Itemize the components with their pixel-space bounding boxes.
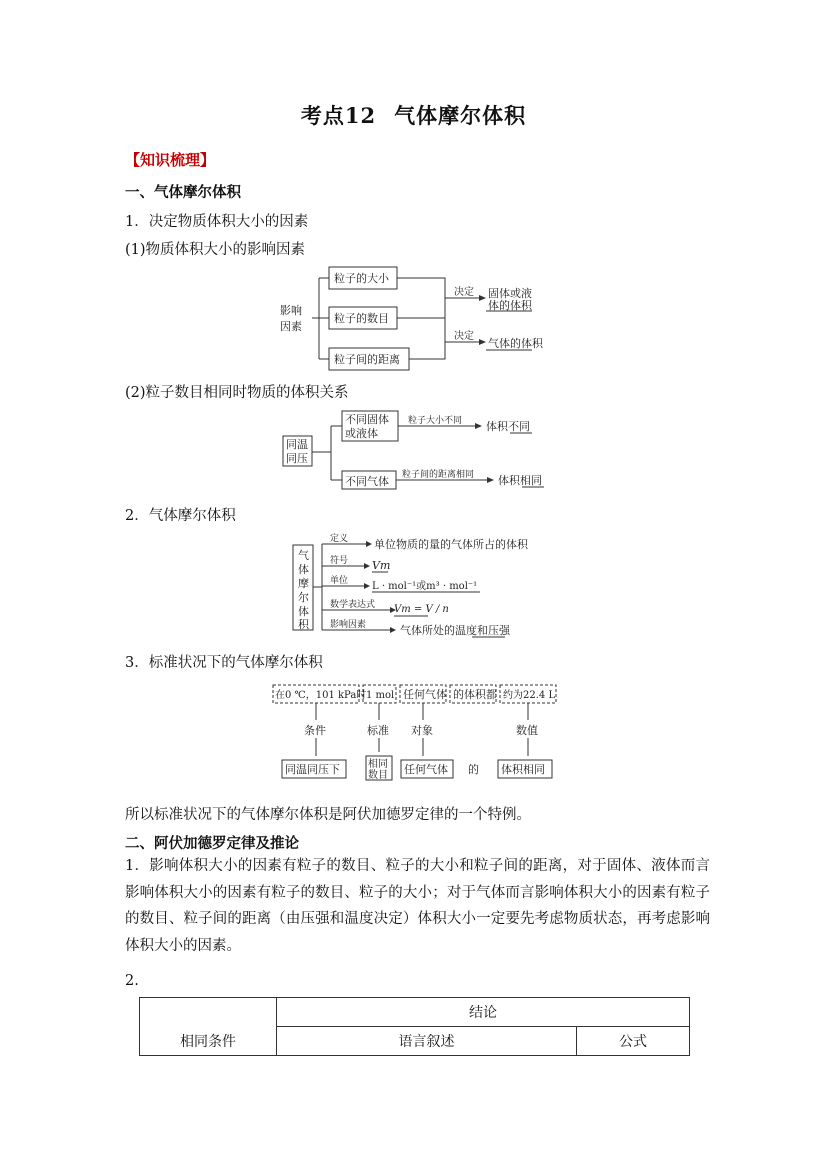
d2-box1a: 不同固体 [345,413,389,426]
part1-heading: 一、气体摩尔体积 [125,184,241,201]
title-kaodian: 考点12 [300,103,377,128]
part2-item2: 2. [125,973,139,989]
section-tag: 【知识梳理】 [125,151,216,169]
d3-v4: 体 [298,605,309,618]
d1-res2: 气体的体积 [488,337,543,350]
d4-bottom5: 体积相同 [501,763,545,776]
d1-box3-label: 粒子间的距离 [334,353,400,366]
part1-sub1: (1)物质体积大小的影响因素 [125,242,306,258]
d2-arrow2: 粒子间的距离相同 [402,470,475,480]
d3-label-sym: 符号 [330,556,349,566]
part1-sub2: (2)粒子数目相同时物质的体积关系 [125,385,349,401]
d1-decide2: 决定 [454,331,474,342]
col-same-condition: 相同条件 [140,998,277,1056]
arrow-head [475,423,482,429]
d4-top4: 约为22.4 L [503,690,556,701]
d3-label-factor: 影响因素 [330,620,367,630]
title-name: 气体摩尔体积 [394,103,527,128]
d2-arrow1: 粒子大小不同 [408,416,463,426]
part2-para1: 1．影响体积大小的因素有粒子的数目、粒子的大小和粒子间的距离，对于固体、液体而言影响体积大小的因素有粒子的数目、粒子的大小；对于气体而言影响体积大小的因素有粒子的数目、粒子间的距离（由压强和温度决定）体积大小一定要先考虑物质状态，再考虑影响体积大小的因素。 [125,858,710,954]
diagram-same-number [280,408,550,492]
col-formula: 公式 [577,1027,690,1056]
d4-mid2: 对象 [411,724,433,737]
d4-top0: 在0 ℃，101 kPa时 [275,690,367,701]
d3-v2: 摩 [298,577,309,590]
d4-bottom2: 数目 [368,770,388,781]
col-language: 语言叙述 [277,1027,577,1056]
diagram-standard-condition [270,682,560,782]
part1-item1: 1．决定物质体积大小的因素 [125,214,309,230]
d3-v5: 积 [298,618,309,631]
d1-box1-label: 粒子的大小 [334,272,389,285]
d1-box2-label: 粒子的数目 [334,312,389,325]
d2-box1b: 或液体 [345,427,378,440]
d2-res2: 体积相同 [498,474,542,487]
d3-value-factor: 气体所处的温度和压强 [400,624,510,637]
d4-bottom3: 任何气体 [404,763,448,776]
d2-left1: 同温 [286,438,308,451]
d4-bottom4: 的 [468,763,479,776]
arrow-head [366,541,372,547]
diagram-volume-factors [270,262,560,372]
d1-res1b: 体的体积 [488,299,532,312]
d3-label-def: 定义 [330,534,349,544]
d2-res1: 体积不同 [486,420,530,433]
arrow-head [364,563,370,569]
d3-value-unit: L · mol⁻¹或m³ · mol⁻¹ [372,581,478,592]
d1-left1: 影响 [280,304,302,317]
part1-conclusion: 所以标准状况下的气体摩尔体积是阿伏加德罗定律的一个特例。 [125,807,531,823]
arrow-head [479,295,486,301]
d4-top3: 的体积都 [453,688,497,701]
arrow-head [364,583,370,589]
arrow-head [390,627,396,633]
d3-v1: 体 [298,563,309,576]
d2-left2: 同压 [286,452,308,465]
d4-top1: 1 mol [366,690,395,701]
d3-label-unit: 单位 [330,576,349,586]
col-conclusion: 结论 [277,998,690,1027]
d4-bottom1: 相同 [368,759,388,770]
d4-mid1: 标准 [367,724,389,737]
part1-item3: 3．标准状况下的气体摩尔体积 [125,655,323,671]
d1-decide1: 决定 [454,287,474,298]
arrow-head [487,477,494,483]
d3-label-expr: 数学表达式 [330,600,376,610]
d3-v3: 尔 [298,591,309,604]
d4-mid3: 数值 [516,724,538,737]
d3-value-def: 单位物质的量的气体所占的体积 [374,538,528,551]
d4-bottom0: 同温同压下 [285,763,340,776]
d3-value-expr: Vm = V / n [394,604,449,615]
d4-mid0: 条件 [304,724,326,737]
d1-left2: 因素 [280,320,302,333]
d2-box2: 不同气体 [345,475,389,488]
page-title [0,100,827,130]
d1-res1a: 固体或液 [488,287,532,300]
part2-heading: 二、阿伏加德罗定律及推论 [125,835,299,852]
d3-v0: 气 [298,549,309,562]
avogadro-table [139,997,690,1056]
arrow-head [479,339,486,345]
diagram-molar-volume [290,530,540,645]
part1-item2: 2．气体摩尔体积 [125,508,236,524]
d3-value-sym: Vm [372,559,391,572]
d4-top2: 任何气体 [403,688,447,701]
